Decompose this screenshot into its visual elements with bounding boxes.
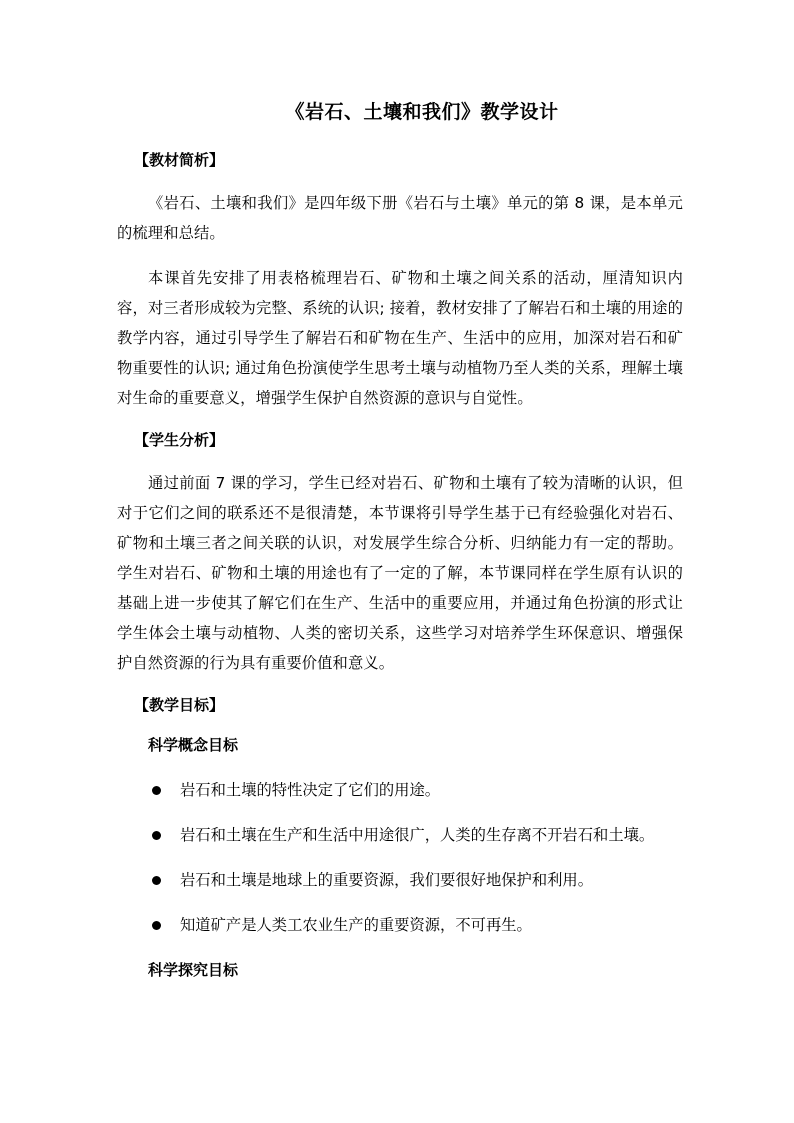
list-item [117, 868, 683, 892]
paragraph: 通过前面 7 课的学习，学生已经对岩石、矿物和土壤有了较为清晰的认识，但对于它们之间的联系还不是很清楚，本节课将引导学生基于已有经验强化对岩石、矿物和土壤三者之间关联的认识，对发展学生综合分析、归纳能力有一定的帮助。学生对岩石、矿物和土壤的用途也有了一定的了解，本节课同样在学生原有认识的基础上进一步使其了解它们在生产、生活中的重要应用，并通过角色扮演的形式让学生体会土壤与动植物、人类的密切关系，这些学习对培养学生环保意识、增强保护自然资源的行为具有重要价值和意义。 [117, 474, 683, 672]
bullet-dot-icon [152, 831, 161, 840]
bullet-dot-icon [152, 786, 161, 795]
bullet-list [117, 778, 683, 937]
list-item-text: 知道矿产是人类工农业生产的重要资源，不可再生。 [180, 916, 532, 934]
section-heading: 【教学目标】 [134, 696, 225, 714]
subsection-science-inquiry-goals [117, 958, 683, 982]
list-item-text: 岩石和土壤的特性决定了它们的用途。 [180, 781, 441, 799]
section-textbook-analysis [117, 148, 683, 413]
section-heading: 【学生分析】 [134, 431, 225, 449]
list-item [117, 823, 683, 847]
section-teaching-goals [117, 693, 683, 982]
paragraph: 本课首先安排了用表格梳理岩石、矿物和土壤之间关系的活动，厘清知识内容，对三者形成较为完整、系统的认识; 接着，教材安排了了解岩石和土壤的用途的教学内容，通过引导学生了解岩石和矿物在生产、生活中的应用，加深对岩石和矿物重要性的认识; 通过角色扮演使学生思考土壤与动植物乃至人类的关系，理解土壤对生命的重要意义，增强学生保护自然资源的意识与自觉性。 [117, 269, 683, 407]
section-student-analysis [117, 428, 683, 678]
bullet-dot-icon [152, 921, 161, 930]
document-body [117, 148, 683, 1003]
subsection-heading: 科学概念目标 [148, 736, 239, 754]
list-item-text: 岩石和土壤是地球上的重要资源，我们要很好地保护和利用。 [180, 871, 594, 889]
list-item-text: 岩石和土壤在生产和生活中用途很广，人类的生存离不开岩石和土壤。 [180, 826, 655, 844]
section-heading: 【教材简析】 [134, 151, 225, 169]
paragraph: 《岩石、土壤和我们》是四年级下册《岩石与土壤》单元的第 8 课，是本单元的梳理和总结。 [117, 194, 683, 242]
bullet-dot-icon [152, 876, 161, 885]
list-item [117, 913, 683, 937]
subsection-heading: 科学探究目标 [148, 961, 239, 979]
document-title: 《岩石、土壤和我们》教学设计 [285, 101, 559, 123]
list-item [117, 778, 683, 802]
subsection-science-concept-goals [117, 733, 683, 937]
